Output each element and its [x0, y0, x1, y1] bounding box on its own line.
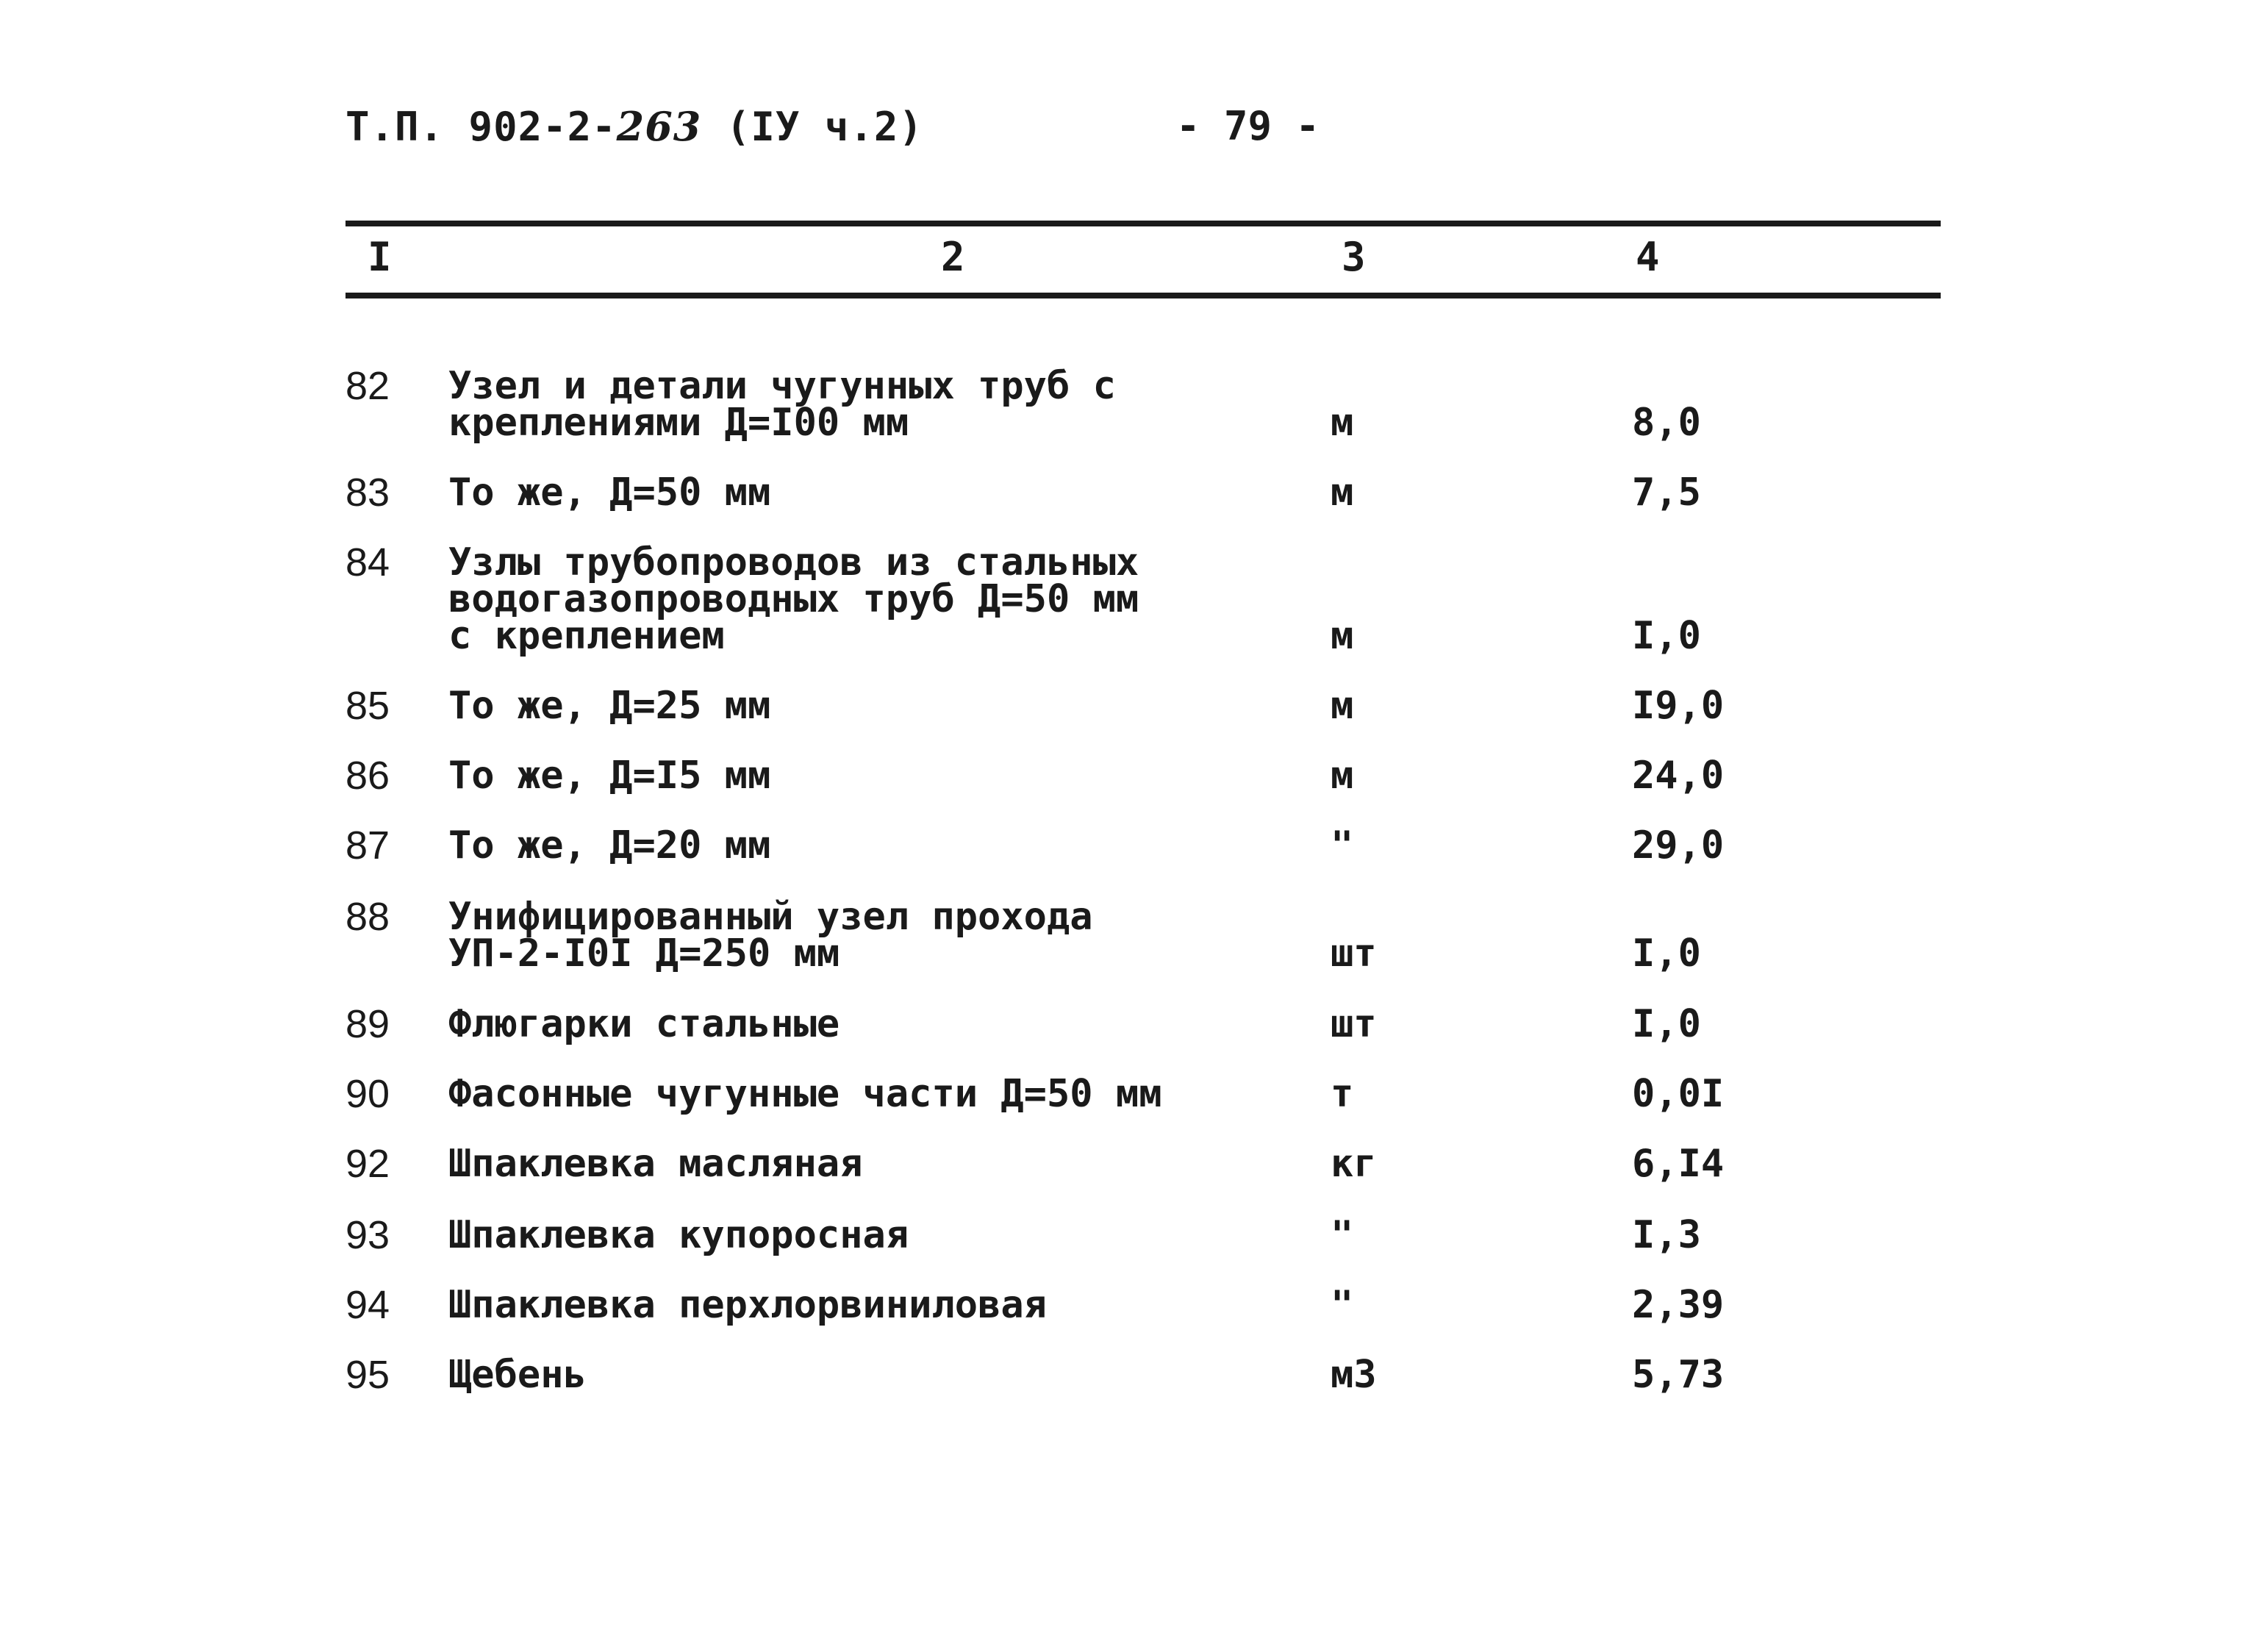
row-quantity: 5,73: [1632, 1353, 1725, 1397]
document-code-prefix: Т.П. 902-2-: [346, 104, 617, 150]
column-header-1: I: [368, 234, 392, 280]
row-number: 95: [346, 1353, 390, 1397]
row-unit: м: [1331, 754, 1354, 798]
row-quantity: 8,0: [1632, 401, 1701, 445]
row-quantity: 24,0: [1632, 754, 1725, 798]
row-name: [448, 1142, 1257, 1186]
row-name-line: УП-2-I0I Д=250 мм: [448, 932, 840, 976]
row-name: [448, 364, 1257, 445]
row-unit: кг: [1331, 1142, 1377, 1186]
row-name-line: Унифицированный узел прохода: [448, 895, 1093, 939]
row-unit: шт: [1331, 932, 1377, 976]
row-name: [448, 1072, 1257, 1116]
row-number: 90: [346, 1072, 390, 1116]
row-name-line: То же, Д=25 мм: [448, 684, 771, 728]
row-name: [448, 1002, 1257, 1046]
row-name-line: водогазопроводных труб Д=50 мм: [448, 577, 1139, 621]
row-name: [448, 754, 1257, 798]
row-name-line: То же, Д=I5 мм: [448, 754, 771, 798]
row-unit: м: [1331, 684, 1354, 728]
row-number: 94: [346, 1283, 390, 1327]
row-number: 85: [346, 684, 390, 728]
row-name-line: Фасонные чугунные части Д=50 мм: [448, 1072, 1162, 1116]
row-name-line: Флюгарки стальные: [448, 1002, 840, 1046]
row-number: 93: [346, 1213, 390, 1257]
document-code-handwritten: 263: [616, 103, 702, 150]
row-name: [448, 823, 1257, 868]
row-unit: ": [1331, 823, 1354, 868]
row-number: 92: [346, 1142, 390, 1186]
row-name: [448, 471, 1257, 515]
row-name-line: Шпаклевка перхлорвиниловая: [448, 1283, 1047, 1327]
row-name: [448, 895, 1257, 976]
row-number: 88: [346, 895, 390, 939]
column-header-2: 2: [941, 234, 965, 280]
row-unit: м3: [1331, 1353, 1377, 1397]
row-name-line: То же, Д=20 мм: [448, 823, 771, 868]
column-header-4: 4: [1636, 234, 1660, 280]
table-header-bottom-rule: [346, 293, 1941, 298]
row-quantity: I,3: [1632, 1213, 1701, 1257]
row-unit: ": [1331, 1213, 1354, 1257]
row-number: 83: [346, 471, 390, 515]
row-name-line: Узел и детали чугунных труб с: [448, 364, 1116, 408]
row-quantity: I,0: [1632, 1002, 1701, 1046]
row-unit: м: [1331, 471, 1354, 515]
row-name-line: с креплением: [448, 614, 725, 658]
row-name-line: То же, Д=50 мм: [448, 471, 771, 515]
row-name-line: Узлы трубопроводов из стальных: [448, 540, 1139, 584]
row-name: [448, 540, 1257, 658]
row-name-line: Шпаклевка масляная: [448, 1142, 863, 1186]
row-unit: ": [1331, 1283, 1354, 1327]
row-name-line: креплениями Д=I00 мм: [448, 401, 909, 445]
row-number: 82: [346, 364, 390, 408]
row-name: [448, 1353, 1257, 1397]
row-quantity: 0,0I: [1632, 1072, 1725, 1116]
row-name: [448, 1283, 1257, 1327]
row-number: 86: [346, 754, 390, 798]
row-quantity: 7,5: [1632, 471, 1701, 515]
row-name-line: Шпаклевка купоросная: [448, 1213, 909, 1257]
table-top-rule: [346, 221, 1941, 226]
document-code-suffix: (IУ ч.2): [701, 104, 923, 150]
row-name: [448, 684, 1257, 728]
row-number: 84: [346, 540, 390, 584]
row-number: 87: [346, 823, 390, 868]
table-column-headers: [346, 234, 1941, 289]
row-unit: м: [1331, 614, 1354, 658]
document-code: [346, 103, 923, 150]
row-quantity: I,0: [1632, 932, 1701, 976]
row-quantity: 6,I4: [1632, 1142, 1725, 1186]
row-name-line: Щебень: [448, 1353, 587, 1397]
row-unit: м: [1331, 401, 1354, 445]
row-quantity: 29,0: [1632, 823, 1725, 868]
row-number: 89: [346, 1002, 390, 1046]
row-quantity: I,0: [1632, 614, 1701, 658]
row-unit: шт: [1331, 1002, 1377, 1046]
column-header-3: 3: [1342, 234, 1366, 280]
document-header: [346, 103, 1963, 169]
row-quantity: I9,0: [1632, 684, 1725, 728]
row-quantity: 2,39: [1632, 1283, 1725, 1327]
row-unit: т: [1331, 1072, 1354, 1116]
row-name: [448, 1213, 1257, 1257]
page-number: - 79 -: [1176, 103, 1320, 149]
